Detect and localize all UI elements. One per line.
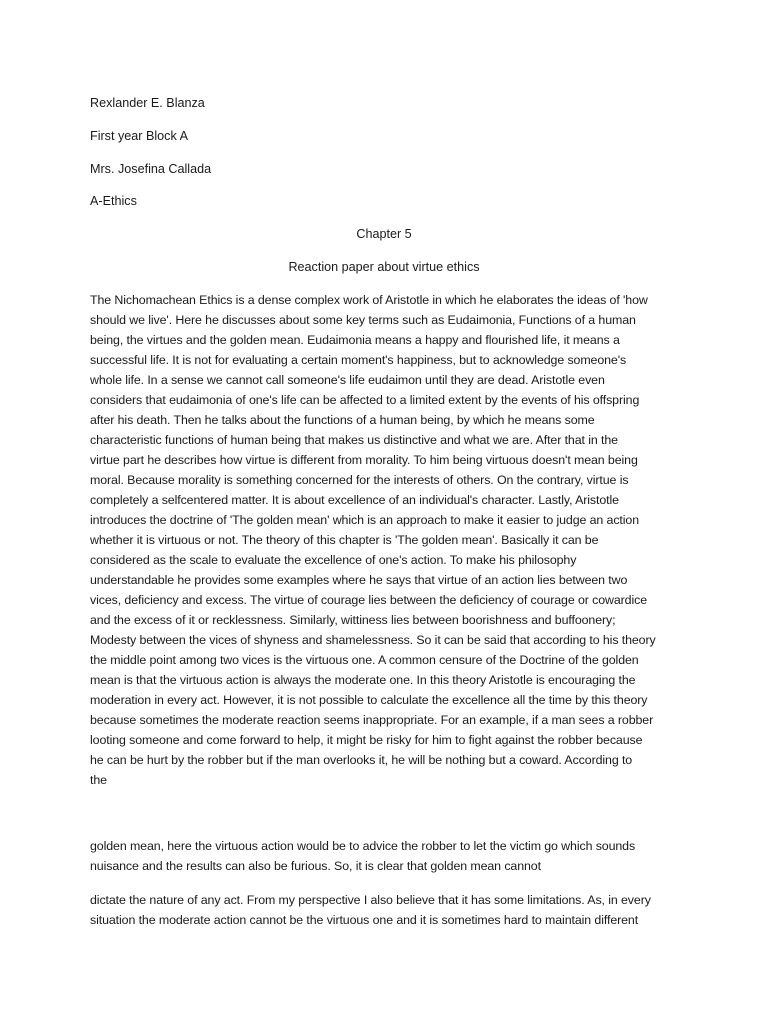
body-line: the <box>90 773 107 787</box>
body-line: dictate the nature of any act. From my perspective I also believe that it has some limitations. As, in every <box>90 893 651 907</box>
body-line: situation the moderate action cannot be the virtuous one and it is sometimes hard to maintain different <box>90 913 639 927</box>
body-line: should we live'. Here he discusses about some key terms such as Eudaimonia, Functions of a human <box>90 313 636 327</box>
year-block: First year Block A <box>90 129 188 143</box>
body-line: moral. Because morality is something concerned for the interests of others. On the contrary, virtue is <box>90 473 629 487</box>
body-line: mean is that the virtuous action is always the moderate one. In this theory Aristotle is encouraging the <box>90 673 636 687</box>
body-line: considered as the scale to evaluate the excellence of one's action. To make his philosophy <box>90 553 577 567</box>
subject-name: A-Ethics <box>90 194 137 208</box>
body-line: and the excess of it or recklessness. Similarly, wittiness lies between boorishness and buffoonery; <box>90 613 616 627</box>
instructor-name: Mrs. Josefina Callada <box>90 162 212 176</box>
body-line: looting someone and come forward to help, it might be risky for him to fight against the robber because <box>90 733 643 747</box>
body-line: successful life. It is not for evaluating a certain moment's happiness, but to acknowledge someone's <box>90 353 627 367</box>
body-line: nuisance and the results can also be furious. So, it is clear that golden mean cannot <box>90 859 541 873</box>
body-line: vices, deficiency and excess. The virtue of courage lies between the deficiency of courage or cowardice <box>90 593 647 607</box>
body-line: being, the virtues and the golden mean. Eudaimonia means a happy and flourished life, it means a <box>90 333 620 347</box>
body-line: Modesty between the vices of shyness and shamelessness. So it can be said that according to his theory <box>90 633 656 647</box>
body-line: completely a selfcentered matter. It is about excellence of an individual's character. Lastly, Aristotle <box>90 493 619 507</box>
body-line: understandable he provides some examples where he says that virtue of an action lies between two <box>90 573 628 587</box>
body-line: virtue part he describes how virtue is different from morality. To him being virtuous doesn't mean being <box>90 453 638 467</box>
chapter-heading: Chapter 5 <box>356 227 412 241</box>
body-line: after his death. Then he talks about the functions of a human being, by which he means some <box>90 413 595 427</box>
body-line: characteristic functions of human being that makes us distinctive and what we are. After that in the <box>90 433 618 447</box>
body-line: introduces the doctrine of 'The golden mean' which is an approach to make it easier to judge an action <box>90 513 640 527</box>
body-line: golden mean, here the virtuous action would be to advice the robber to let the victim go which sounds <box>90 839 636 853</box>
body-line: because sometimes the moderate reaction seems inappropriate. For an example, if a man sees a robber <box>90 713 654 727</box>
body-line: whether it is virtuous or not. The theory of this chapter is 'The golden mean'. Basically it can be <box>90 533 599 547</box>
body-line: moderation in every act. However, it is not possible to calculate the excellence all the time by this theory <box>90 693 648 707</box>
paper-title: Reaction paper about virtue ethics <box>288 260 480 274</box>
body-line: considers that eudaimonia of one's life can be affected to a limited extent by the events of his offspring <box>90 393 640 407</box>
author-name: Rexlander E. Blanza <box>90 96 205 110</box>
body-line: whole life. In a sense we cannot call someone's life eudaimon until they are dead. Aristotle even <box>90 373 605 387</box>
body-line: he can be hurt by the robber but if the man overlooks it, he will be nothing but a coward. According to <box>90 753 633 767</box>
body-line: The Nichomachean Ethics is a dense complex work of Aristotle in which he elaborates the ideas of 'how <box>90 293 648 307</box>
body-line: the middle point among two vices is the virtuous one. A common censure of the Doctrine of the golden <box>90 653 639 667</box>
